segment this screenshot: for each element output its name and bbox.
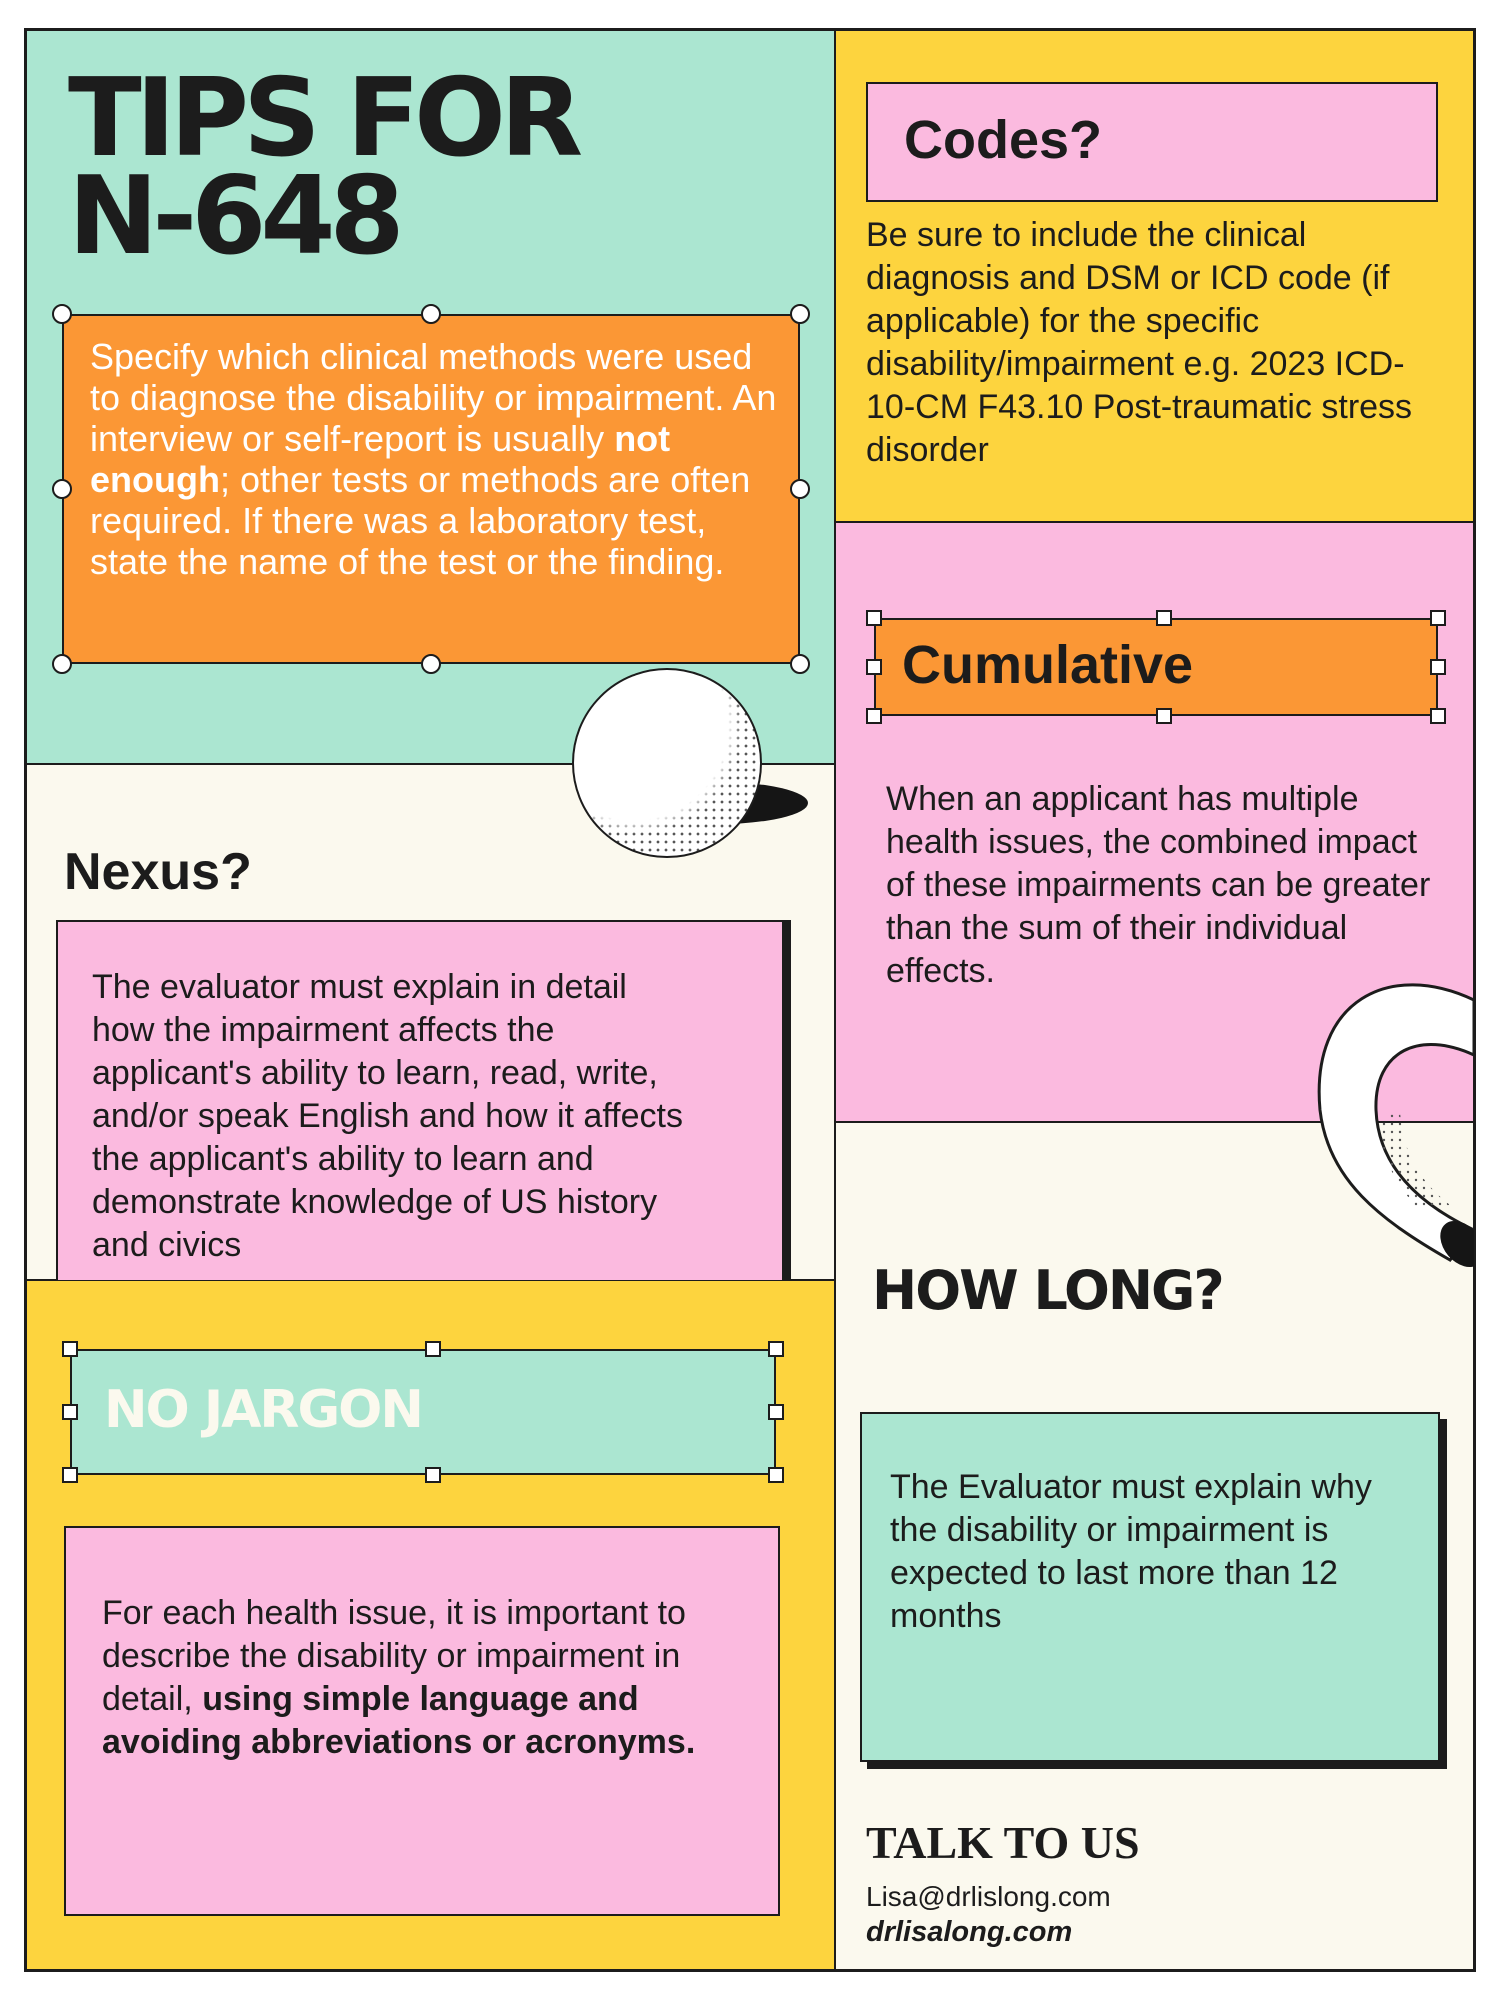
selection-handle — [866, 708, 882, 724]
no-jargon-text — [102, 1592, 742, 1764]
selection-handle — [1430, 659, 1446, 675]
selection-handle — [768, 1467, 784, 1483]
selection-handle — [421, 654, 441, 674]
selection-handle — [790, 304, 810, 324]
selection-handle — [52, 654, 72, 674]
page-title — [68, 56, 578, 279]
title-line-2: N-648 — [68, 154, 399, 279]
cumulative-heading: Cumulative — [902, 635, 1194, 695]
nexus-text: The evaluator must explain in detail how the impairment affects the applicant's ability to learn, read, write, and/or speak English and how it affects the applicant's ability to learn and demonstrate knowledge of US history and civics — [92, 968, 683, 1264]
selection-handle — [790, 479, 810, 499]
diagnosis-text-before: Specify which clinical methods were used to diagnose the disability or impairment. An interview or self-report is usually — [90, 336, 777, 459]
cumulative-text: When an applicant has multiple health issues, the combined impact of these impairments can be greater than the sum of their individual effects. — [886, 780, 1431, 990]
selection-handle — [62, 1404, 78, 1420]
selection-handle — [866, 610, 882, 626]
selection-handle — [768, 1404, 784, 1420]
selection-handle — [1430, 610, 1446, 626]
codes-text: Be sure to include the clinical diagnosis and DSM or ICD code (if applicable) for the specific disability/impairment e.g. 2023 ICD-10-CM F43.10 Post-traumatic stress disorder — [866, 216, 1413, 469]
title-line-1: TIPS FOR — [68, 56, 578, 181]
selection-handle — [62, 1467, 78, 1483]
selection-handle — [768, 1341, 784, 1357]
selection-handle — [1156, 708, 1172, 724]
contact-email[interactable]: Lisa@drlislong.com — [866, 1881, 1111, 1912]
diagnosis-text-bold: not enough — [90, 418, 671, 500]
no-jargon-text-bold: using simple language and avoiding abbreviations or acronyms. — [102, 1680, 696, 1761]
diagnosis-text — [90, 336, 790, 582]
no-jargon-text-before: For each health issue, it is important to describe the disability or impairment in detail, — [102, 1594, 686, 1718]
ball-illustration — [572, 668, 762, 858]
selection-handle — [52, 479, 72, 499]
selection-handle — [425, 1341, 441, 1357]
selection-handle — [1156, 610, 1172, 626]
selection-handle — [52, 304, 72, 324]
how-long-text: The Evaluator must explain why the disability or impairment is expected to last more than 12 months — [890, 1468, 1372, 1635]
selection-handle — [421, 304, 441, 324]
codes-heading: Codes? — [904, 110, 1103, 170]
contact-website[interactable]: drlisalong.com — [866, 1916, 1073, 1948]
contact-heading: TALK TO US — [866, 1817, 1140, 1868]
selection-handle — [62, 1341, 78, 1357]
diagnosis-text-after: ; other tests or methods are often required. If there was a laboratory test, state the name of the test or the finding. — [90, 459, 751, 582]
selection-handle — [790, 654, 810, 674]
no-jargon-heading: NO JARGON — [104, 1380, 422, 1440]
selection-handle — [1430, 708, 1446, 724]
selection-handle — [425, 1467, 441, 1483]
how-long-heading: HOW LONG? — [872, 1259, 1223, 1322]
nexus-heading: Nexus? — [64, 843, 252, 901]
selection-handle — [866, 659, 882, 675]
arch-illustration — [1300, 960, 1474, 1290]
